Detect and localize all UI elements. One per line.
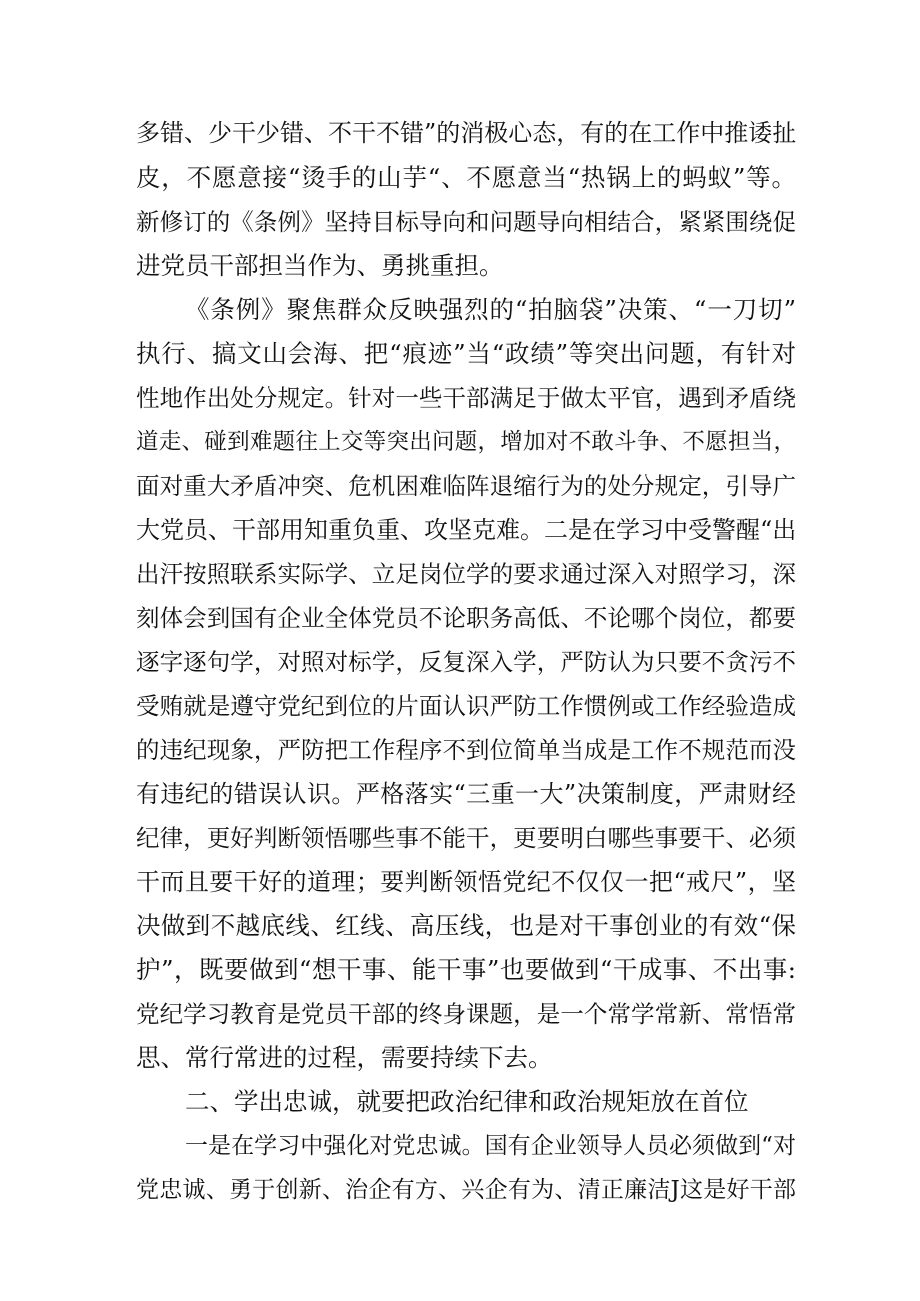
paragraph-2-line-18: 思、常行常进的过程，需要持续下去。 <box>136 1043 553 1072</box>
paragraph-2-line-10: 受贿就是遵守党纪到位的片面认识严防工作惯例或工作经验造成 <box>136 692 796 720</box>
paragraph-2-line-12: 有违纪的错误认识。严格落实“三重一大”决策制度，严肃财经 <box>136 780 796 808</box>
paragraph-2-line-2: 执行、搞文山会海、把“痕迹”当“政绩”等突出问题，有针对 <box>136 339 796 368</box>
paragraph-1-line-2: 皮，不愿意接“烫手的山芋“、不愿意当“热锅上的蚂蚁”等。 <box>136 163 796 192</box>
paragraph-2-line-11: 的违纪现象，严防把工作程序不到位简单当成是工作不规范而没 <box>136 736 796 764</box>
paragraph-2-line-4: 道走、碰到难题往上交等突出问题，增加对不敢斗争、不愿担当， <box>136 429 796 455</box>
paragraph-1-line-4: 进党员干部担当作为、勇挑重担。 <box>136 251 504 280</box>
paragraph-1-line-1: 多错、少干少错、不干不错”的消极心态，有的在工作中推诿扯 <box>136 119 797 147</box>
paragraph-2-line-7: 出汗按照联系实际学、立足岗位学的要求通过深入对照学习，深 <box>136 560 796 588</box>
paragraph-1-line-3: 新修订的《条例》坚持目标导向和问题导向相结合，紧紧围绕促 <box>136 208 796 236</box>
paragraph-2-line-15: 决做到不越底线、红线、高压线，也是对干事创业的有效“保 <box>136 911 796 940</box>
paragraph-2-line-14: 干而且要干好的道理；要判断领悟党纪不仅仅一把“戒尺”，坚 <box>136 868 796 896</box>
paragraph-2-line-9: 逐字逐句学，对照对标学，反复深入学，严防认为只要不贪污不 <box>136 648 796 676</box>
paragraph-2-line-16: 护”，既要做到“想干事、能干事”也要做到“干成事、不出事: <box>136 955 796 984</box>
paragraph-2-line-8: 刻体会到国有企业全体党员不论职务高低、不论哪个岗位，都要 <box>136 604 796 632</box>
paragraph-3-line-2: 党忠诚、勇于创新、治企有方、兴企有为、清正廉洁J这是好干部 <box>136 1177 796 1203</box>
paragraph-2-line-17: 党纪学习教育是党员干部的终身课题，是一个常学常新、常悟常 <box>136 1000 796 1028</box>
paragraph-2-line-3: 性地作出处分规定。针对一些干部满足于做太平官，遇到矛盾绕 <box>136 384 796 412</box>
section-heading-2: 二、学出忠诚，就要把政治纪律和政治规矩放在首位 <box>185 1087 749 1116</box>
paragraph-2-line-1: 《条例》聚焦群众反映强烈的“拍脑袋”决策、“一刀切” <box>185 295 796 324</box>
paragraph-2-line-13: 纪律，更好判断领悟哪些事不能干，更要明白哪些事要干、必须 <box>136 824 796 852</box>
paragraph-2-line-5: 面对重大矛盾冲突、危机困难临阵退缩行为的处分规定，引导广 <box>136 472 796 500</box>
paragraph-3-line-1: 一是在学习中强化对党忠诚。国有企业领导人员必须做到“对 <box>185 1133 796 1159</box>
paragraph-2-line-6: 大党员、干部用知重负重、攻坚克难。二是在学习中受警醒“出 <box>136 516 797 544</box>
